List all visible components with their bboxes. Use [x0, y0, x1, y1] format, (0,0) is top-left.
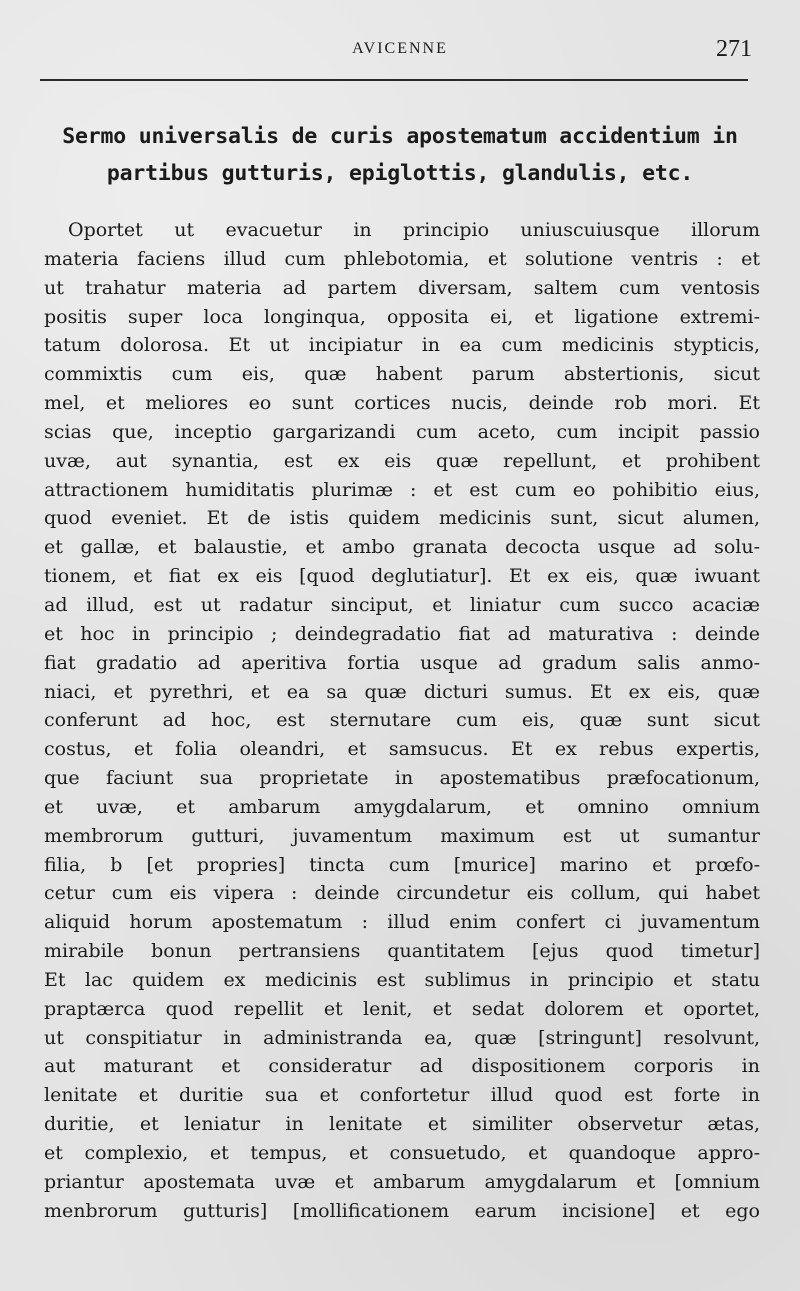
text-line: uvæ, aut synantia, est ex eis quæ repellunt, et prohibent [44, 449, 760, 472]
text-line: tatum dolorosa. Et ut incipiatur in ea cum medicinis stypticis, [44, 334, 760, 357]
text-line: conferunt ad hoc, est sternutare cum eis, quæ sunt sicut [44, 709, 760, 732]
page-number: 271 [716, 36, 752, 62]
running-title: AVICENNE [352, 40, 448, 57]
text-line: aut maturant et consideratur ad dispositionem corporis in [44, 1055, 760, 1078]
header-rule [40, 79, 748, 81]
text-line: attractionem humiditatis plurimæ : et est cum eo pohibitio eius, [44, 478, 760, 501]
text-line: fiat gradatio ad aperitiva fortia usque ad gradum salis anmo- [44, 651, 760, 674]
text-line: et uvæ, et ambarum amygdalarum, et omnino omnium [44, 795, 760, 818]
text-line: ad illud, est ut radatur sinciput, et liniatur cum succo acaciæ [44, 593, 760, 616]
text-line: et gallæ, et balaustie, et ambo granata decocta usque ad solu- [44, 536, 760, 559]
text-line: duritie, et leniatur in lenitate et similiter observetur ætas, [44, 1113, 760, 1136]
text-line: cetur cum eis vipera : deinde circundetur eis collum, qui habet [44, 882, 760, 905]
text-line: lenitate et duritie sua et confortetur illud quod est forte in [44, 1084, 760, 1107]
text-line: tionem, et fiat ex eis [quod deglutiatur]. Et ex eis, quæ iwuant [44, 565, 760, 588]
text-line: mirabile bonun pertransiens quantitatem [ejus quod timetur] [44, 940, 760, 963]
text-line: commixtis cum eis, quæ habent parum abstertionis, sicut [44, 363, 760, 386]
text-line: membrorum gutturi, juvamentum maximum est ut sumantur [44, 824, 760, 847]
text-line: praptærca quod repellit et lenit, et sedat dolorem et oportet, [44, 997, 760, 1020]
text-line: que faciunt sua proprietate in apostematibus præfocationum, [44, 767, 760, 790]
section-heading [36, 118, 764, 192]
text-line: costus, et folia oleandri, et samsucus. Et ex rebus expertis, [44, 738, 760, 761]
heading-line: Sermo universalis de curis apostematum accidentium in [62, 124, 738, 149]
text-line: materia faciens illud cum phlebotomia, et solutione ventris : et [44, 247, 760, 270]
body-text [44, 216, 760, 1226]
text-line: filia, b [et propries] tincta cum [murice] marino et prœfo- [44, 853, 760, 876]
text-line: aliquid horum apostematum : illud enim confert ci juvamentum [44, 911, 760, 934]
text-line: niaci, et pyrethri, et ea sa quæ dicturi sumus. Et ex eis, quæ [44, 680, 760, 703]
text-line: positis super loca longinqua, opposita ei, et ligatione extremi- [44, 305, 760, 328]
text-line: Oportet ut evacuetur in principio uniuscuiusque illorum [68, 219, 760, 241]
text-line: et complexio, et tempus, et consuetudo, et quandoque appro- [44, 1142, 760, 1164]
text-line: ut conspitiatur in administranda ea, quæ [stringunt] resolvunt, [44, 1026, 760, 1049]
text-line: quod eveniet. Et de istis quidem medicinis sunt, sicut alumen, [44, 507, 760, 530]
running-header [40, 36, 760, 66]
text-line: et hoc in principio ; deindegradatio fiat ad maturativa : deinde [44, 622, 760, 645]
text-line: Et lac quidem ex medicinis est sublimus in principio et statu [44, 968, 760, 991]
heading-line: partibus gutturis, epiglottis, glandulis, etc. [106, 161, 694, 186]
text-line: menbrorum gutturis] [mollificationem earum incisione] et ego [44, 1199, 760, 1222]
text-line: ut trahatur materia ad partem diversam, saltem cum ventosis [44, 276, 760, 299]
text-line: priantur apostemata uvæ et ambarum amygdalarum et [omnium [44, 1170, 760, 1193]
text-line: mel, et meliores eo sunt cortices nucis, deinde rob mori. Et [44, 392, 760, 415]
text-line: scias que, inceptio gargarizandi cum aceto, cum incipit passio [44, 420, 760, 443]
